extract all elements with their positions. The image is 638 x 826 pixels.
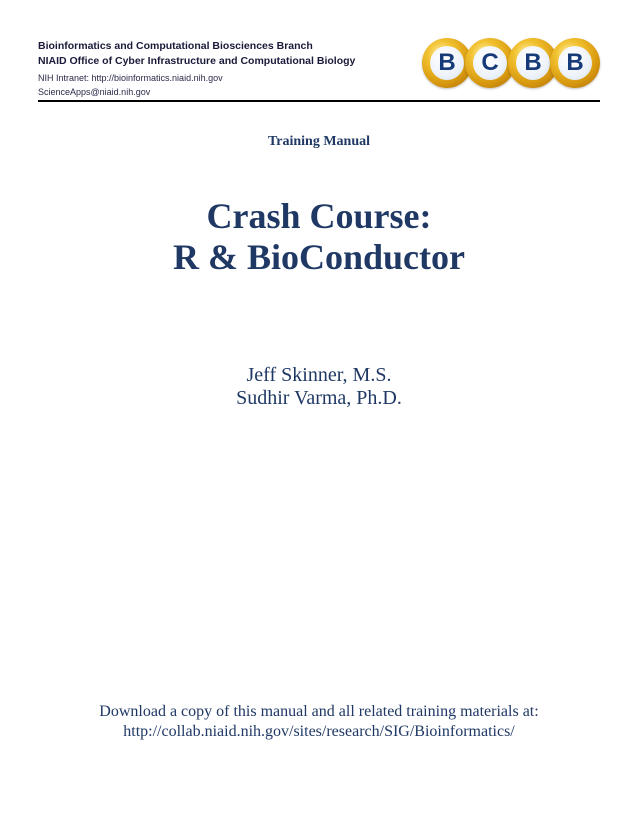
document-label: Training Manual <box>267 134 371 149</box>
header-divider <box>38 100 600 102</box>
download-url[interactable]: http://collab.niaid.nih.gov/sites/research/SIG/Bioinformatics/ <box>123 723 515 740</box>
download-notice <box>0 702 638 742</box>
office-name: NIAID Office of Cyber Infrastructure and Computational Biology <box>38 55 356 67</box>
author-name: Sudhir Varma, Ph.D. <box>236 387 402 409</box>
intranet-link[interactable]: NIH Intranet: http://bioinformatics.niaid.nih.gov <box>38 73 223 83</box>
page-header <box>38 38 600 102</box>
contact-email[interactable]: ScienceApps@niaid.nih.gov <box>38 87 151 97</box>
logo-letter-b2-text: B <box>516 46 550 80</box>
logo-letter-b3 <box>550 38 600 88</box>
title-line-2: R & BioConductor <box>172 237 465 277</box>
title-line-1: Crash Course: <box>206 196 432 236</box>
branch-name: Bioinformatics and Computational Biosciences Branch <box>38 40 313 52</box>
logo-letter-c-text: C <box>473 46 507 80</box>
document-title <box>0 196 638 278</box>
bcbb-logo <box>422 38 600 90</box>
logo-letter-b1-text: B <box>430 46 464 80</box>
author-list <box>0 364 638 410</box>
download-text: Download a copy of this manual and all related training materials at: <box>99 703 539 720</box>
author-name: Jeff Skinner, M.S. <box>246 364 392 386</box>
logo-letter-b3-text: B <box>558 46 592 80</box>
